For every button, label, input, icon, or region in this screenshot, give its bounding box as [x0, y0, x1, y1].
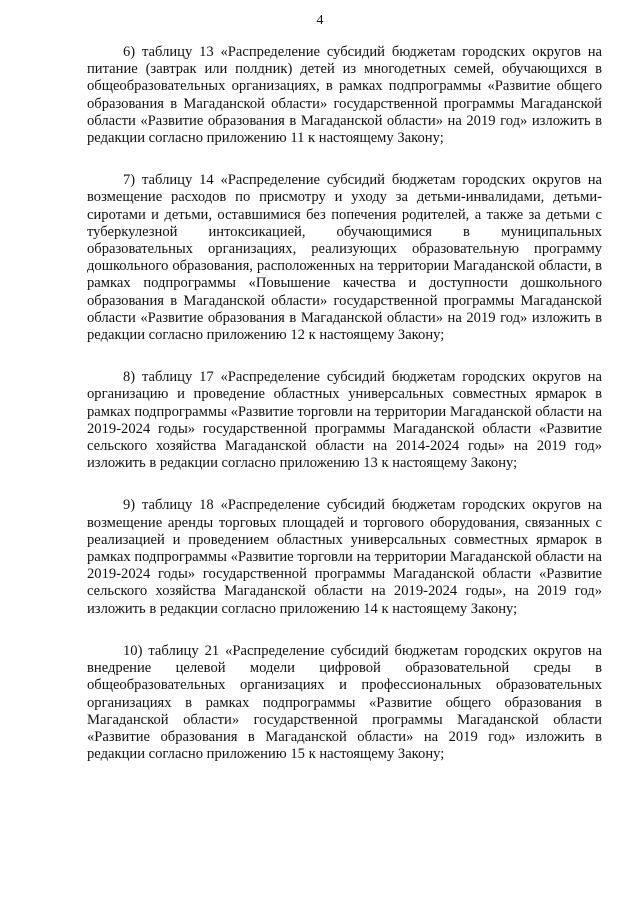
- page-number: 4: [316, 13, 324, 28]
- list-item-10: 10) таблицу 21 «Распределение субсидий бюджетам городских округов на внедрение целевой модели цифровой образовательной среды в общеобразовательных организациях и профессиональных образовательных организациях в рамках подпрограммы «Развитие общего образования в Магаданской области» государственной программы Магаданской области «Развитие образования в Магаданской области» на 2019 год» изложить в редакции согласно приложению 15 к настоящему Закону;: [87, 642, 602, 763]
- document-body: [87, 44, 602, 788]
- list-item-8: 8) таблицу 17 «Распределение субсидий бюджетам городских округов на организацию и проведение областных универсальных совместных ярмарок в рамках подпрограммы «Развитие торговли на территории Магаданской области на 2019-2024 годы» государственной программы Магаданской области «Развитие сельского хозяйства Магаданской области на 2014-2024 годы» на 2019 год» изложить в редакции согласно приложению 13 к настоящему Закону;: [87, 369, 602, 472]
- list-item-7: 7) таблицу 14 «Распределение субсидий бюджетам городских округов на возмещение расходов по присмотру и уходу за детьми-инвалидами, детьми-сиротами и детьми, оставшимися без попечения родителей, а также за детьми с туберкулезной интоксикацией, обучающимися в муниципальных образовательных организациях, реализующих образовательную программу дошкольного образования, расположенных на территории Магаданской области, в рамках подпрограммы «Повышение качества и доступности дошкольного образования в Магаданской области» государственной программы Магаданской области «Развитие образования в Магаданской области» на 2019 год» изложить в редакции согласно приложению 12 к настоящему Закону;: [87, 172, 602, 344]
- list-item-9: 9) таблицу 18 «Распределение субсидий бюджетам городских округов на возмещение аренды торговых площадей и торгового оборудования, связанных с реализацией и проведением областных универсальных совместных ярмарок в рамках подпрограммы «Развитие торговли на территории Магаданской области на 2019-2024 годы» государственной программы Магаданской области «Развитие сельского хозяйства Магаданской области на 2019-2024 годы», на 2019 год» изложить в редакции согласно приложению 14 к настоящему Закону;: [87, 497, 602, 617]
- list-item-6: 6) таблицу 13 «Распределение субсидий бюджетам городских округов на питание (завтрак или полдник) детей из многодетных семей, обучающихся в общеобразовательных организациях, в рамках подпрограммы «Развитие общего образования в Магаданской области» государственной программы Магаданской области «Развитие образования в Магаданской области» на 2019 год» изложить в редакции согласно приложению 11 к настоящему Закону;: [87, 44, 602, 147]
